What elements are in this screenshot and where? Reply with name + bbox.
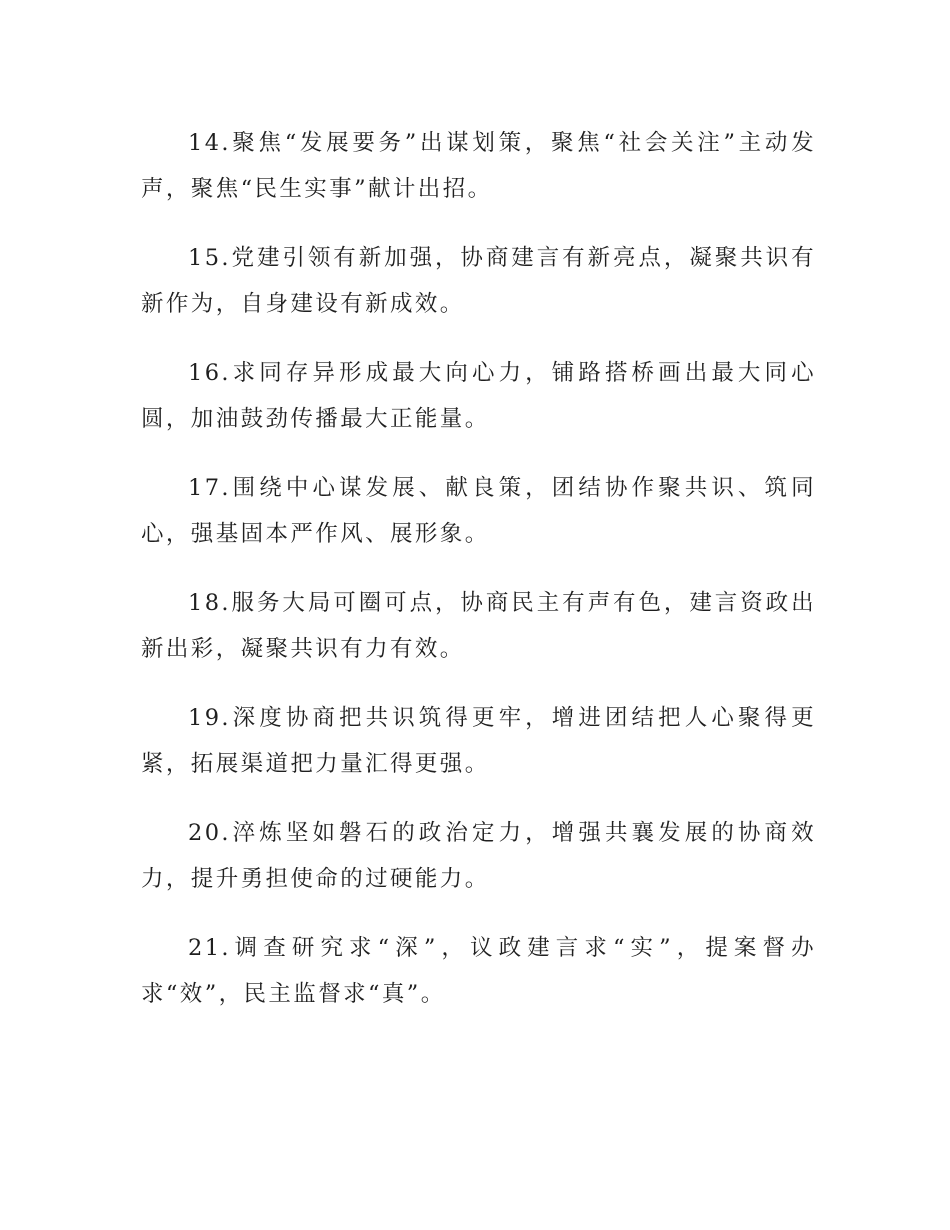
list-item: 15.党建引领有新加强，协商建言有新亮点，凝聚共识有新作为，自身建设有新成效。 bbox=[141, 245, 816, 317]
list-item: 21.调查研究求“深”，议政建言求“实”，提案督办求“效”，民主监督求“真”。 bbox=[141, 935, 816, 1007]
list-item: 16.求同存异形成最大向心力，铺路搭桥画出最大同心圆，加油鼓劲传播最大正能量。 bbox=[141, 360, 816, 432]
list-item: 18.服务大局可圈可点，协商民主有声有色，建言资政出新出彩，凝聚共识有力有效。 bbox=[141, 590, 816, 662]
list-item: 17.围绕中心谋发展、献良策，团结协作聚共识、筑同心，强基固本严作风、展形象。 bbox=[141, 475, 816, 547]
list-item: 19.深度协商把共识筑得更牢，增进团结把人心聚得更紧，拓展渠道把力量汇得更强。 bbox=[141, 705, 816, 777]
list-item: 14.聚焦“发展要务”出谋划策，聚焦“社会关注”主动发声，聚焦“民生实事”献计出招。 bbox=[141, 130, 816, 202]
list-item: 20.淬炼坚如磐石的政治定力，增强共襄发展的协商效力，提升勇担使命的过硬能力。 bbox=[141, 820, 816, 892]
document-body bbox=[141, 120, 816, 1040]
